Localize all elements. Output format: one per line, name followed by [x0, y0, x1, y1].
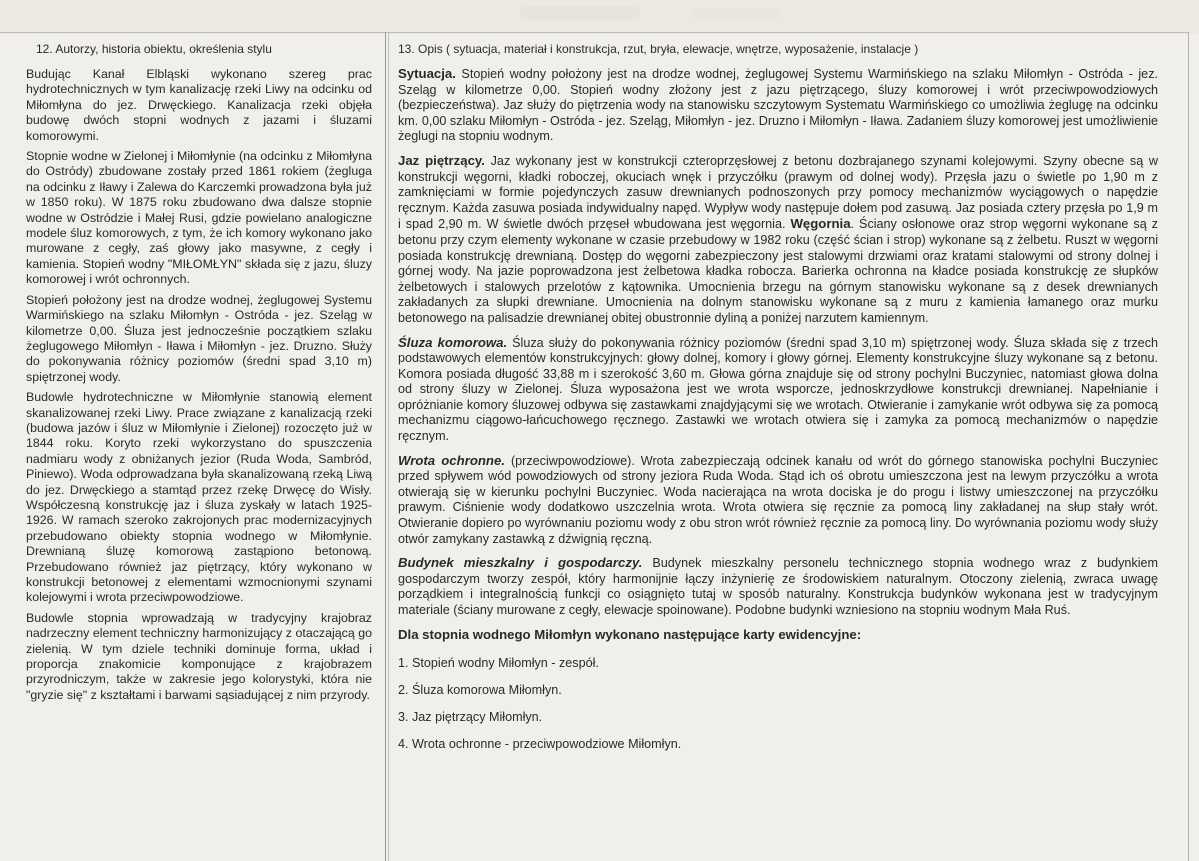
- jaz-text: Jaz wykonany jest w konstrukcji czteroprzęsłowej z betonu dozbrajanego szynami kolejowymi. Szyny obecne są w konstrukcji węgorni, kładki roboczej, okuciach wnęk i przyczółku (prawym od dolnej wody). Przęsła jazu o świetle po 1,90 m z zamknięciami w formie pojedynczych zasuw drewnianych podnoszonych przy pomocy mechanizmów wyciągowych o napędzie ręcznym. Każda zasuwa posiada indywidualny napęd. Wypływ wody następuje dołem pod zasuwą. Jaz posiada cztery przęsła po 1,9 m i spad 2,90 m. W świetle dwóch przęseł wbudowana jest węgornia.: [398, 153, 1158, 232]
- cards-title: Dla stopnia wodnego Miłomłyn wykonano następujące karty ewidencyjne:: [398, 626, 862, 642]
- sytuacja-lead: Sytuacja.: [398, 66, 456, 81]
- section-wrota: [398, 453, 1158, 548]
- wegornia-lead: Węgornia: [790, 216, 851, 232]
- right-border: [1188, 32, 1189, 861]
- history-paragraph-2: Stopnie wodne w Zielonej i Miłomłynie (na odcinku z Miłomłyna do Ostródy) zbudowane zostały przed 1861 rokiem (żegluga na odcinku z Iławy i Zalewa do Karczemki prowadzona była już w 1850 roku). W 1875 roku zbudowano dwa dalsze stopnie wodne w Ostródzie i Małej Rusi, gdzie powielano analogiczne modele śluz komorowych, z tym, że ich komory wykonano jako murowane z cegły, zaś głowy jako masywne, z cegły i kamienia. Stopień wodny "MIŁOMŁYN" składa się z jazu, śluzy komorowej i wrót ochronnych.: [26, 149, 372, 287]
- sytuacja-text: Stopień wodny położony jest na drodze wodnej, żeglugowej Systemu Warmińskiego na szlaku Miłomłyn - Ostróda - jez. Szeląg w kilometrze 0,00. Stopień wodny złożony jest z jazu piętrzącego, śluzy komorowej i wrót przeciwpowodziowych (bezpieczeństwa). Jaz służy do piętrzenia wody na stanowisku szczytowym Systematu Warmińskiego co umożliwia żeglugę na odcinku km. 0,00 szlaku Miłomłyn - Ostróda - jez. Szeląg, Miłomłyn - jez. Druzno i Miłomłyn - Iława. Zadaniem śluzy komorowej jest umożliwienie żeglugi na stopniu wodnym.: [398, 67, 1158, 144]
- card-item-1: 1. Stopień wodny Miłomłyn - zespół.: [398, 655, 599, 670]
- jaz-lead: Jaz piętrzący.: [398, 152, 485, 168]
- wrota-text: (przeciwpowodziowe). Wrota zabezpieczają odcinek kanału od wrót do górnego stanowiska pochylni Buczyniec przed spływem wód powodziowych od strony jeziora Ruda Woda. Stąd ich oś obrotu umieszczona jest na lewym przyczółku a wrota otwierają się w kierunku pochylni Buczyniec. Woda nacierająca na wrota dociska je do progu i listwy umieszczonej na przyczółku prawym. Ciśnienie wody dodatkowo uszczelnia wrota. Wrota otwiera się ręcznie za pomocą liny zakładanej na słup stały wrót. Otwieranie dopiero po wyrównaniu poziomu wody z obu stron wrót również ręcznie za pomocą liny. Do wyrównania poziomu wody służy otwór zamykany zastawką z dźwignią ręczną.: [398, 453, 1158, 546]
- sluza-lead: Śluza komorowa.: [398, 334, 508, 350]
- column-divider: [385, 32, 386, 861]
- history-paragraph-3: Stopień położony jest na drodze wodnej, żeglugowej Systemu Warmińskiego na szlaku Miłomłyn - Ostróda - jez. Szeląg w kilometrze 0,00. Śluza jest jednocześnie początkiem szlaku żeglugowego Miłomłyn - Iława i Miłomłyn - jez. Druzno. Służy do pokonywania różnicy poziomów (średni spad 3,10 m) spiętrzonej wody.: [26, 292, 372, 384]
- history-paragraph-4: Budowle hydrotechniczne w Miłomłynie stanowią element skanalizowanej rzeki Liwy. Prace związane z kanalizacją rzeki (budowa jazów i śluz w Miłomłynie i Zielonej) rozoczęto już w 1844 roku. Koryto rzeki wykorzystano do spuszczenia nadmiaru wody z obniżanych jezior (Ruda Woda, Sambród, Piniewo). Woda odprowadzana była skanalizowaną rzeką Liwą do jez. Drwęckiego a stamtąd przez rzekę Drwęcę do Wisły. Współczesną konstrukcję jaz i śluza zyskały w latach 1925-1926. W ramach szeroko zakrojonych prac modernizacyjnych przebudowano obiekty stopnia wodnego w Miłomłynie. Drewnianą śluzę komorową zastąpiono betonową. Przebudowano również jaz piętrzący, który wykonano w konstrukcji betonowej z elementami wzmocnionymi szynami kolejowymi i wrota przeciwpowodziowe.: [26, 390, 372, 605]
- budynek-lead: Budynek mieszkalny i gospodarczy.: [398, 555, 643, 571]
- card-item-2: 2. Śluza komorowa Miłomłyn.: [398, 682, 562, 697]
- description-column: [398, 42, 1158, 764]
- history-paragraph-1: Budując Kanał Elbląski wykonano szereg prac hydrotechnicznych w tym kanalizację rzeki Liwy na odcinku od Miłomłyna do jez. Drwęckiego. Kanalizacja rzeki objęła budowę dwóch stopni wodnych z jazami i śluzami komorowymi.: [26, 67, 372, 143]
- faint-stamp-mark: [520, 6, 640, 20]
- section-sluza: [398, 335, 1158, 445]
- section-budynek: [398, 555, 1158, 618]
- sluza-text: Śluza służy do pokonywania różnicy poziomów (średni spad 3,10 m) spiętrzonej wody. Śluza składa się z trzech podstawowych elementów konstrukcyjnych: głowy dolnej, komory i głowy górnej. Elementy konstrukcyjne śluzy wykonane są z betonu. Komora posiada długość 33,88 m i szerokość 3,60 m. Głowa górna znajduje się od strony pochylni Buczyniec, natomiast głowa dolna od strony śluzy w Zielonej. Śluza wyposażona jest we wrota wsporcze, jednoskrzydłowe konstrukcji drewnianej. Napełnianie i opróżnianie komory śluzowej odbywa się zastawkami znajdyjącymi się we wrotach. Otwieranie i zamykanie wrót odbywa się za pomocą mechanizmu ciągowo-łańcuchowego ręcznego. Zastawki we wrotach otwiera się i zamyka za pomocą mechanizmów o napędzie ręcznym.: [398, 335, 1158, 444]
- history-header: 12. Autorzy, historia obiektu, określenia stylu: [36, 42, 272, 56]
- wrota-lead: Wrota ochronne.: [398, 452, 505, 468]
- description-header: 13. Opis ( sytuacja, materiał i konstrukcja, rzut, bryła, elewacje, wnętrze, wyposażenie, instalacje ): [398, 42, 919, 56]
- wegornia-text: . Ściany osłonowe oraz strop węgorni wykonane są z betonu przy czym elementy wykonane w czasie przebudowy w 1982 roku (część ścian i strop) wykonane są z żelbetu. Ruszt w węgorni posiada konstrukcję drewnianą. Dostęp do węgorni zabezpieczony jest stalowymi drzwiami oraz kratami stalowymi od strony dolnej i górnej wody. Na jazie poprowadzona jest żelbetowa kładka robocza. Barierka ochronna na kładce posiada konstrukcję ze słupków żelbetowych i stalowych przelotów z kątownika. Umocnienia brzegu na górnym stanowisku wykonane są z desek drewnianych zakładanych za słupki drewniane. Umocnienia na dolnym stanowisku wykonane są z muru z kamienia łamanego oraz murku betonowego na palisadzie drewnianej obitej obustronnie dyliną a poniżej narzutem kamiennym.: [398, 217, 1158, 325]
- budynek-text: Budynek mieszkalny personelu technicznego stopnia wodnego wraz z budynkiem gospodarczym tworzy zespół, który harmonijnie łączy inżynierię ze środowiskiem naturalnym. Otoczony zielenią, zwraca uwagę porządkiem i integralnością funkcji co osiągnięto tutaj w sposób naturalny. Konstrukcja budynków wykonana jest w tradycyjnym materiale (ściany murowane z cegły, elewacje spoinowane). Podobne budynki wzniesiono na stopniu wodnym Mała Ruś.: [398, 556, 1158, 617]
- history-paragraph-5: Budowle stopnia wprowadzają w tradycyjny krajobraz nadrzeczny element techniczny harmonizujący z otaczającą go zielenią. W tym dziele techniki dominuje forma, układ i proporcja znakomicie komponujące z krajobrazem przyrodniczym, także w zakresie jego kolorystyki, która nie "gryzie się" z kształtami i barwami sąsiadującej z nim przyrody.: [26, 610, 372, 702]
- section-sytuacja: [398, 66, 1158, 145]
- history-column: [26, 42, 372, 708]
- section-jaz: [398, 153, 1158, 327]
- column-divider-shadow: [388, 32, 389, 861]
- card-item-3: 3. Jaz piętrzący Miłomłyn.: [398, 709, 543, 724]
- top-rule: [0, 32, 1189, 33]
- faint-stamp-mark-2: [690, 8, 780, 18]
- card-item-4: 4. Wrota ochronne - przeciwpowodziowe Miłomłyn.: [398, 736, 682, 751]
